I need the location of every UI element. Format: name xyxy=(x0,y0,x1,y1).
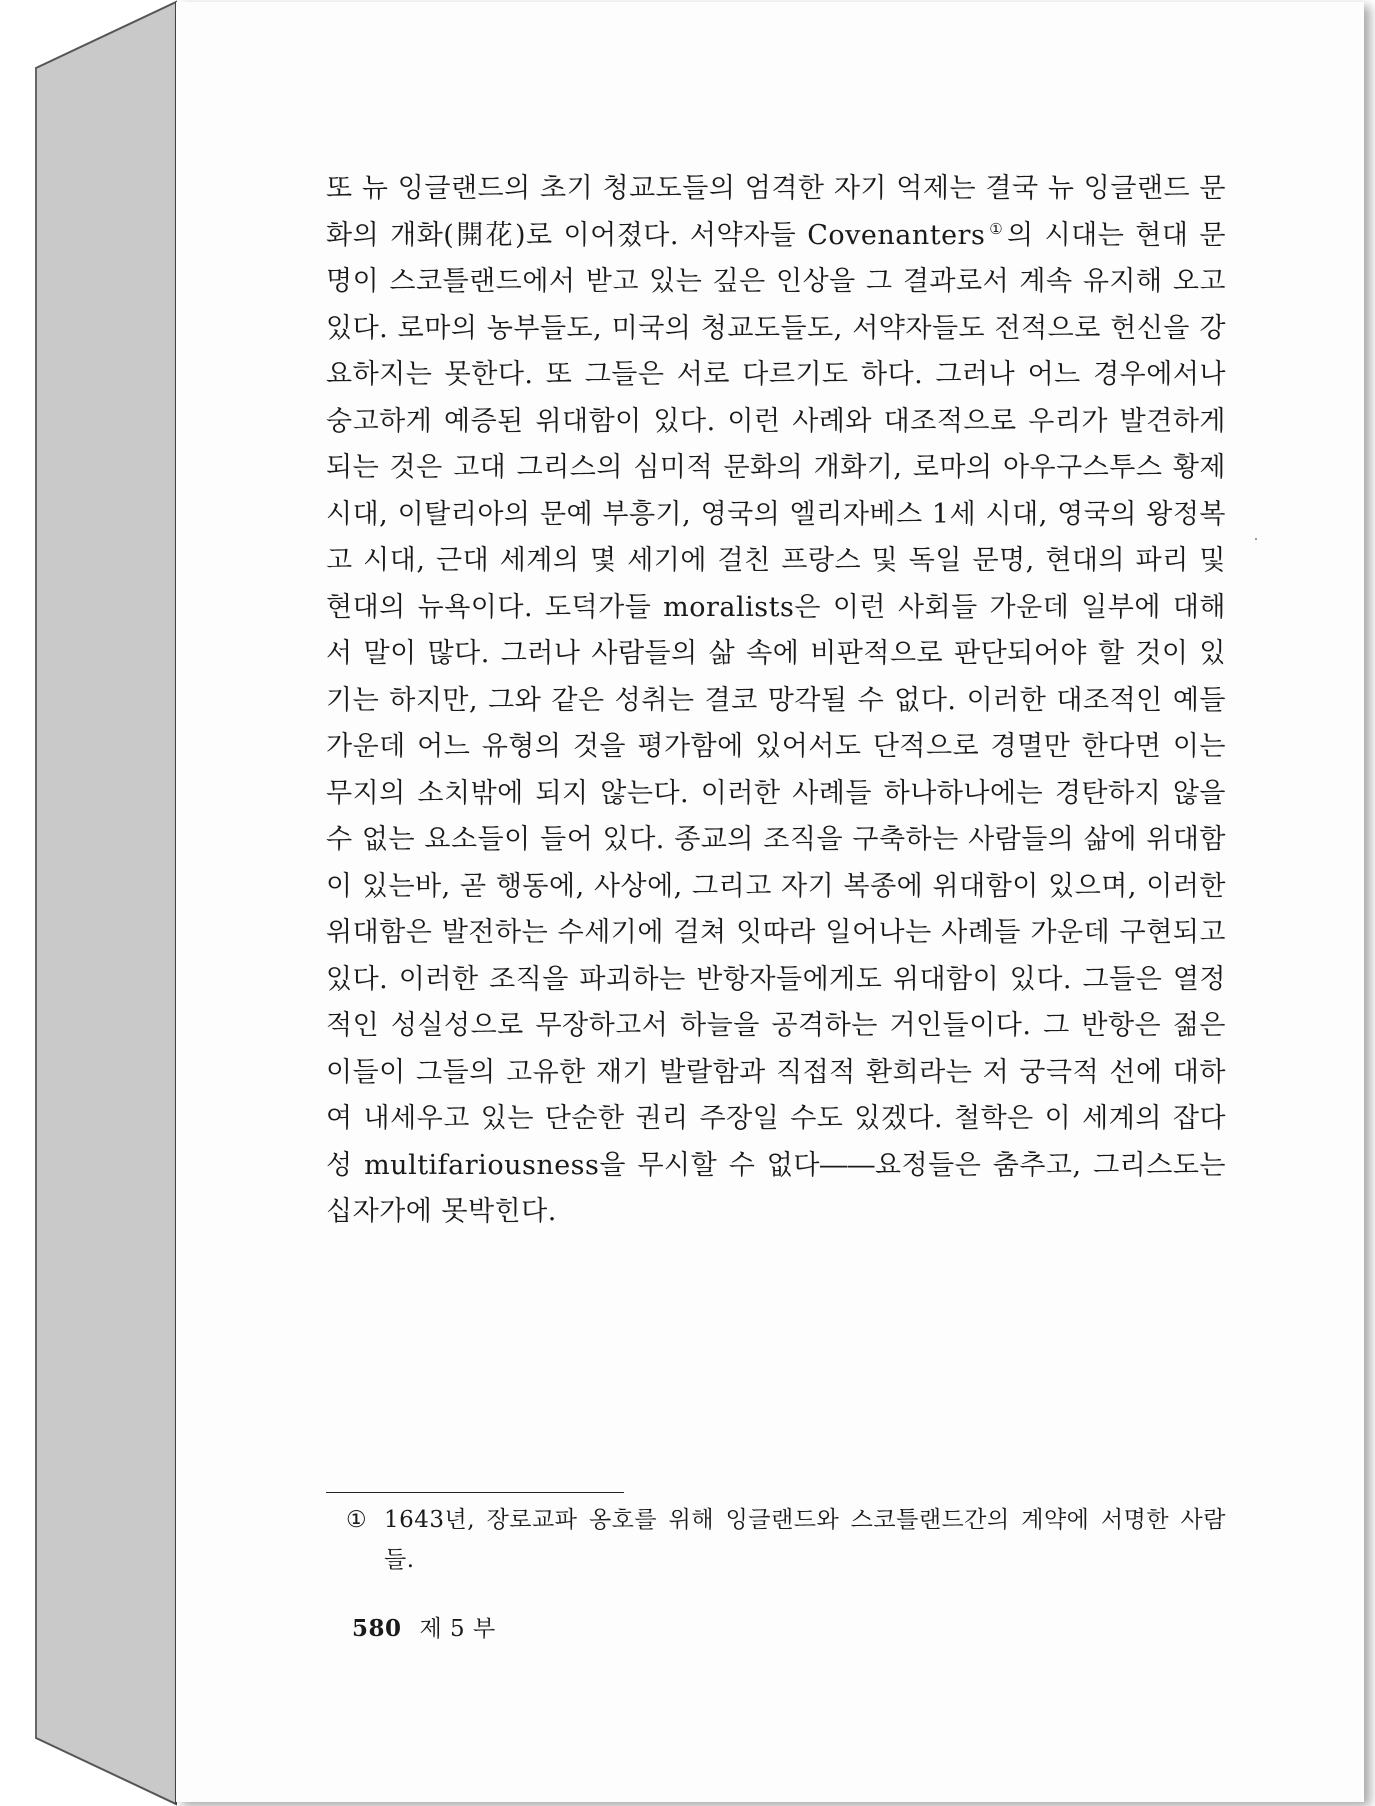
footnote-text: 1643년, 장로교파 옹호를 위해 잉글랜드와 스코틀랜드간의 계약에 서명한 사람들. xyxy=(384,1507,1226,1573)
footnote-reference: ① xyxy=(987,219,1006,238)
body-text-part-1: 또 뉴 잉글랜드의 초기 청교도들의 엄격한 자기 억제는 결국 뉴 잉글랜드 문화의 개화(開花)로 이어졌다. 서약자들 Covenanters xyxy=(326,173,1226,251)
scan-speck xyxy=(1255,538,1257,540)
page-number: 580 xyxy=(352,1615,402,1642)
footnote-divider xyxy=(326,1492,624,1493)
page-footer xyxy=(352,1610,496,1643)
body-text-part-2: 의 시대는 현대 문명이 스코틀랜드에서 받고 있는 깊은 인상을 그 결과로서 계속 유지해 오고 있다. 로마의 농부들도, 미국의 청교도들도, 서약자들도 전적으로 헌신을 강요하지는 못한다. 또 그들은 서로 다르기도 하다. 그러나 어느 경우에서나 숭고하게 예증된 위대함이 있다. 이런 사례와 대조적으로 우리가 발견하게 되는 것은 고대 그리스의 심미적 문화의 개화기, 로마의 아우구스투스 황제 시대, 이탈리아의 문예 부흥기, 영국의 엘리자베스 1세 시대, 영국의 왕정복고 시대, 근대 세계의 몇 세기에 걸친 프랑스 및 독일 문명, 현대의 파리 및 현대의 뉴욕이다. 도덕가들 moralists은 이런 사회들 가운데 일부에 대해서 말이 많다. 그러나 사람들의 삶 속에 비판적으로 판단되어야 할 것이 있기는 하지만, 그와 같은 성취는 결코 망각될 수 없다. 이러한 대조적인 예들 가운데 어느 유형의 것을 평가함에 있어서도 단적으로 경멸만 한다면 이는 무지의 소치밖에 되지 않는다. 이러한 사례들 하나하나에는 경탄하지 않을 수 없는 요소들이 들어 있다. 종교의 조직을 구축하는 사람들의 삶에 위대함이 있는바, 곧 행동에, 사상에, 그리고 자기 복종에 위대함이 있으며, 이러한 위대함은 발전하는 수세기에 걸쳐 잇따라 일어나는 사례들 가운데 구현되고 있다. 이러한 조직을 파괴하는 반항자들에게도 위대함이 있다. 그들은 열정적인 성실성으로 무장하고서 하늘을 공격하는 거인들이다. 그 반항은 젊은이들이 그들의 고유한 재기 발랄함과 직접적 환희라는 저 궁극적 선에 대하여 내세우고 있는 단순한 권리 주장일 수도 있겠다. 철학은 이 세계의 잡다성 multifariousness을 무시할 수 없다――요정들은 춤추고, 그리스도는 십자가에 못박힌다. xyxy=(326,219,1226,1227)
footnote-mark: ① xyxy=(346,1507,368,1533)
body-paragraph xyxy=(326,166,1226,1236)
footnote xyxy=(346,1500,1226,1580)
part-label: 제 5 부 xyxy=(419,1616,496,1642)
